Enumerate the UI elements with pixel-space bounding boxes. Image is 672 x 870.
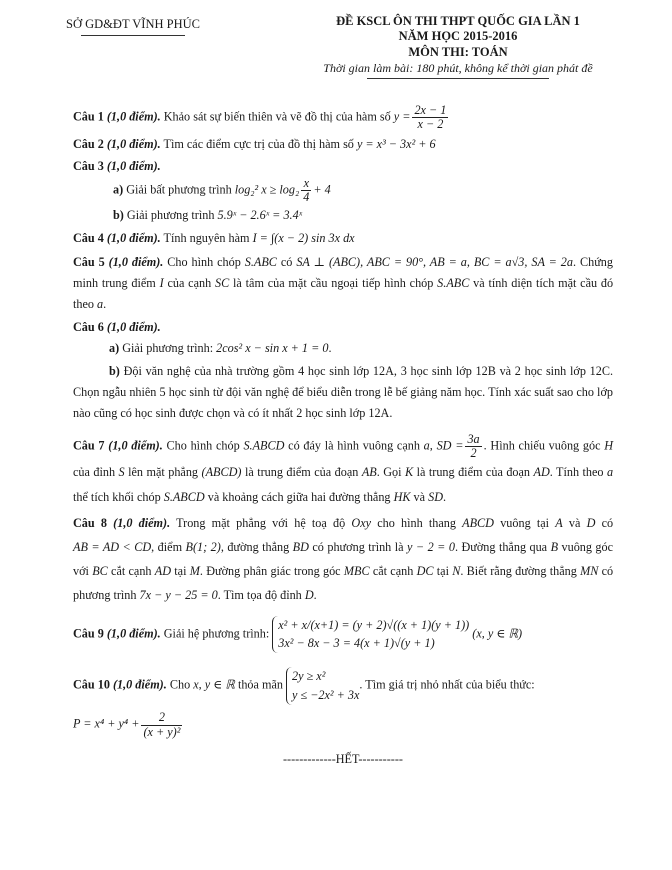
question-6b: b) Đội văn nghệ của nhà trường gồm 4 học sinh lớp 12A, 3 học sinh lớp 12B và 2 học sinh lớp 12C. Chọn ngẫu nhiên 5 học sinh từ đội văn nghệ để biểu diễn trong lễ bế giảng năm học. Tính xác suất sao cho lớp nào cũng có học sinh được chọn và có ít nhất 2 học sinh lớp 12A. [73,363,613,421]
exam-body [73,104,613,768]
question-9: Câu 9 (1,0 điểm). Giải hệ phương trình: x² + x/(x+1) = (y + 2)√((x + 1)(y + 1)) 3x² − 8x − 3 = 4(x + 1)√(y + 1) (x, y ∈ ℝ) [73,616,613,654]
question-7: Câu 7 (1,0 điểm). Cho hình chóp S.ABCD có đáy là hình vuông cạnh a, SD = $\frac{3a}{2}$ . Hình chiếu vuông góc H của đỉnh S lên mặt phẳng (ABCD) là trung điểm của đoạn AB. Gọi K là trung điểm của đoạn AD. Tính theo a thể tích khối chóp S.ABCD và khoảng cách giữa hai đường thẳng HK và SD. [73,431,614,505]
school-year: NĂM HỌC 2015-2016 [398,29,518,44]
end-marker: -------------HẾT----------- [283,752,403,767]
question-2: Câu 2 (1,0 điểm). Tìm các điểm cực trị của đồ thị hàm số y = x³ − 3x² + 6 [73,136,436,151]
question-6: Câu 6 (1,0 điểm). [73,319,161,334]
header-underline [367,78,549,79]
fraction: $\frac{3a}{2}$ [467,431,480,460]
fraction: $\frac{x}{4}$ [303,175,310,205]
question-10: Câu 10 (1,0 điểm). Cho x, y ∈ ℝ thỏa mãn 2y ≥ x² y ≤ −2x² + 3x. Tìm giá trị nhỏ nhất của biểu thức: [73,667,613,705]
department-underline [81,35,185,36]
question-1: Câu 1 (1,0 điểm). Khảo sát sự biến thiên và vẽ đồ thị của hàm số y = $\frac{2x - 1}{x - 2}$ [73,103,447,132]
question-4: Câu 4 (1,0 điểm). Tính nguyên hàm I = ∫(x − 2) sin 3x dx [73,231,355,246]
question-3: Câu 3 (1,0 điểm). [73,159,161,174]
exam-title: ĐỀ KSCL ÔN THI THPT QUỐC GIA LẦN 1 [336,14,580,28]
condition-system: 2y ≥ x² y ≤ −2x² + 3x [286,667,359,705]
question-5: Câu 5 (1,0 điểm). Cho hình chóp S.ABC có SA ⊥ (ABC), ABC = 90°, AB = a, BC = a√3, SA = 2a. Chứng minh trung điểm I của cạnh SC là tâm của mặt cầu ngoại tiếp hình chóp S.ABC và tính diện tích mặt cầu đó theo a. [73,254,614,312]
subject: MÔN THI: TOÁN [408,44,508,59]
department-header [58,16,208,36]
question-8: Câu 8 (1,0 điểm). Trong mặt phẳng với hệ toạ độ Oxy cho hình thang ABCD vuông tại A và D có AB = AD < CD, điểm B(1; 2), đường thẳng BD có phương trình là y − 2 = 0. Đường thẳng qua B vuông góc với BC cắt cạnh AD tại M. Đường phân giác trong góc MBC cắt cạnh DC tại N. Biết rằng đường thẳng MN có phương trình 7x − y − 25 = 0. Tìm tọa độ đỉnh D. [73,516,614,602]
fraction: $\frac{2}{\text{(x + y)²}}$ [143,710,181,739]
question-3b: b) Giải phương trình 5.9ˣ − 2.6ˣ = 3.4ˣ [113,207,303,222]
exam-header [282,14,634,79]
exam-duration: Thời gian làm bài: 180 phút, không kể thời gian phát đề [323,60,593,75]
expression-p: P = x⁴ + y⁴ + $\frac{2}{\text{(x + y)²}}$ [73,710,181,739]
question-6a: a) Giải phương trình: 2cos² x − sin x + 1 = 0. [109,341,332,356]
equation-system: x² + x/(x+1) = (y + 2)√((x + 1)(y + 1)) 3x² − 8x − 3 = 4(x + 1)√(y + 1) [272,616,469,654]
department-name: SỞ GD&ĐT VĨNH PHÚC [66,17,200,31]
question-3a: a) Giải bất phương trình log₂² x ≥ log₂ $\frac{x}{4}$ + 4 [113,175,331,205]
fraction: $\frac{2x - 1}{x - 2}$ [414,103,447,132]
